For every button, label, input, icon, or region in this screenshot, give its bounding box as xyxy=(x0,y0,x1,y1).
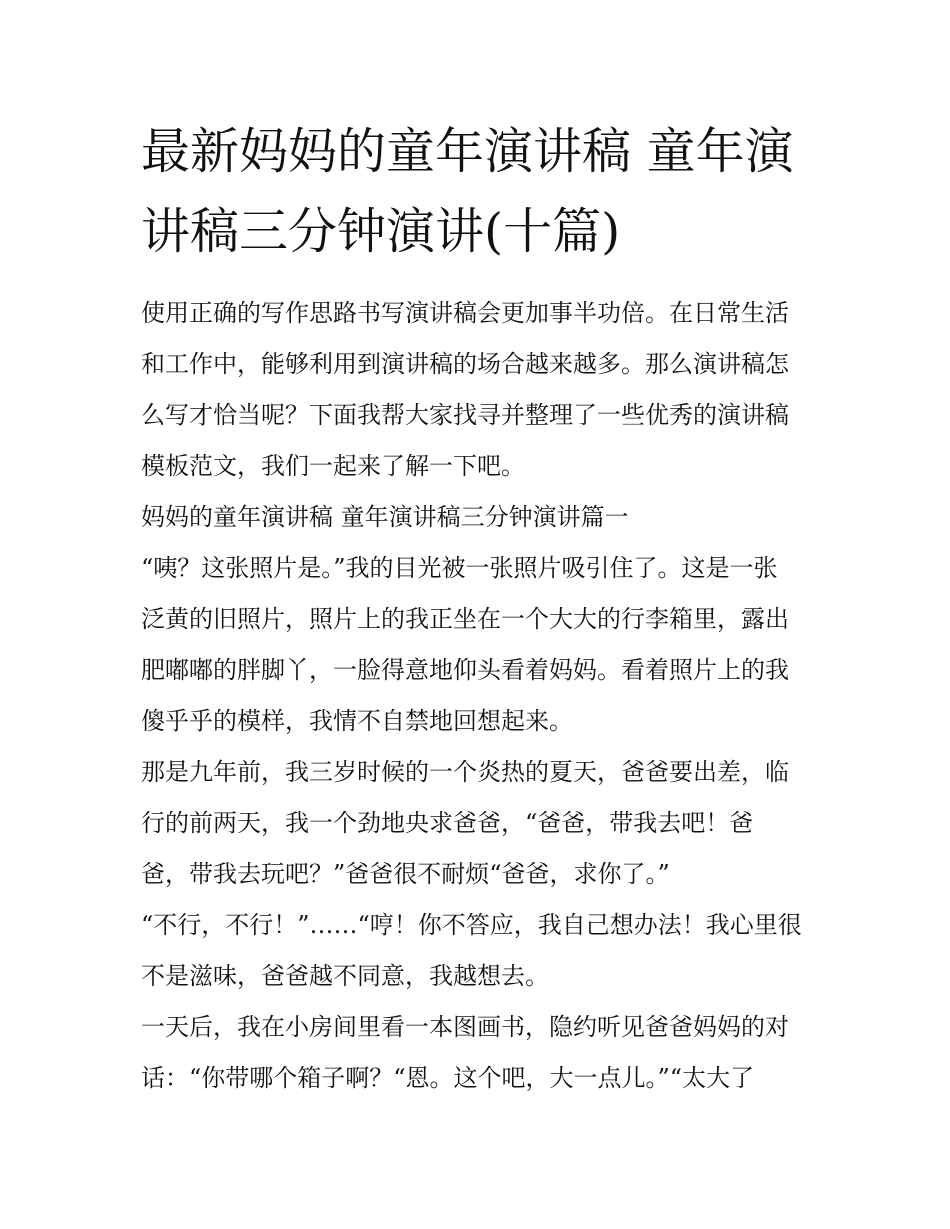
text-line: 模板范文，我们一起来了解一下吧。 xyxy=(141,452,525,480)
text-line: 话：“你带哪个箱子啊？“恩。这个吧，大一点儿。”“太大了 xyxy=(141,1064,755,1092)
title-line: 讲稿三分钟演讲(十篇) xyxy=(141,203,621,260)
body-paragraph xyxy=(141,747,813,900)
text-line: 行的前两天，我一个劲地央求爸爸，“爸爸，带我去吧！爸 xyxy=(141,809,754,837)
text-line: 不是滋味，爸爸越不同意，我越想去。 xyxy=(141,962,549,990)
document-title xyxy=(141,112,813,272)
body-paragraph xyxy=(141,1002,813,1104)
text-line: 么写才恰当呢？下面我帮大家找寻并整理了一些优秀的演讲稿 xyxy=(141,401,789,429)
body-paragraph xyxy=(141,543,813,747)
text-line: 那是九年前，我三岁时候的一个炎热的夏天，爸爸要出差，临 xyxy=(141,758,789,786)
document-page xyxy=(141,112,813,1104)
document-body xyxy=(141,288,813,1104)
text-line: 妈妈的童年演讲稿 童年演讲稿三分钟演讲篇一 xyxy=(141,503,629,531)
text-line: 傻乎乎的模样，我情不自禁地回想起来。 xyxy=(141,707,573,735)
section-heading xyxy=(141,492,813,543)
text-line: 一天后，我在小房间里看一本图画书，隐约听见爸爸妈妈的对 xyxy=(141,1013,789,1041)
text-line: 肥嘟嘟的胖脚丫，一脸得意地仰头看着妈妈。看着照片上的我 xyxy=(141,656,789,684)
text-line: 使用正确的写作思路书写演讲稿会更加事半功倍。在日常生活 xyxy=(141,299,789,327)
text-line: 泛黄的旧照片，照片上的我正坐在一个大大的行李箱里，露出 xyxy=(141,605,789,633)
text-line: 爸，带我去玩吧？”爸爸很不耐烦“爸爸，求你了。” xyxy=(141,860,670,888)
body-paragraph xyxy=(141,900,813,1002)
intro-paragraph xyxy=(141,288,813,492)
text-line: “咦？这张照片是。”我的目光被一张照片吸引住了。这是一张 xyxy=(141,554,778,582)
title-line: 最新妈妈的童年演讲稿 童年演 xyxy=(141,123,794,180)
text-line: “不行，不行！”……“哼！你不答应，我自己想办法！我心里很 xyxy=(141,911,802,939)
text-line: 和工作中，能够利用到演讲稿的场合越来越多。那么演讲稿怎 xyxy=(141,350,789,378)
